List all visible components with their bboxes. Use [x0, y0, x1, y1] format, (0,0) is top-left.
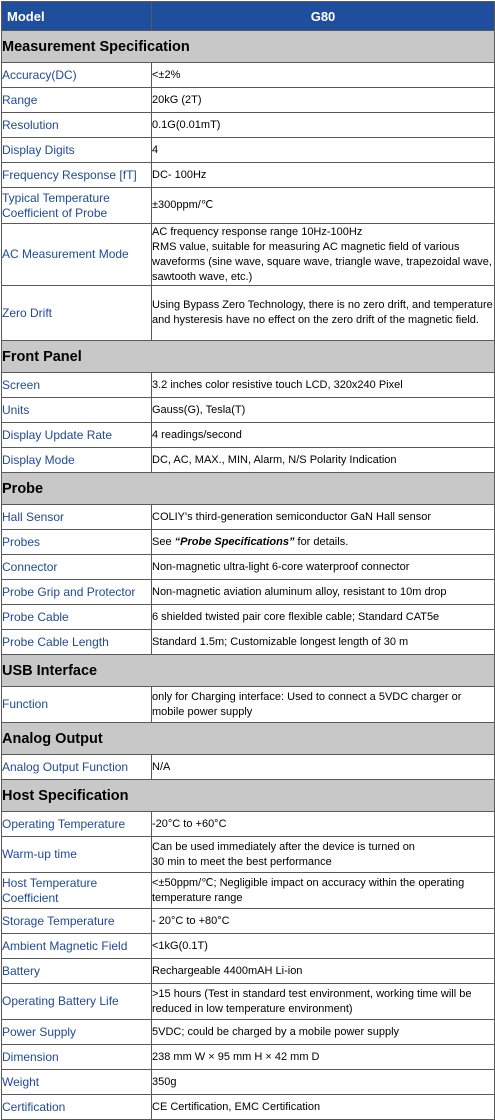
- row-value: DC- 100Hz: [152, 163, 495, 188]
- row-value: [152, 530, 495, 555]
- row-label: Host Temperature Coefficient: [2, 873, 152, 909]
- row-label: Weight: [2, 1070, 152, 1095]
- table-row: [2, 1070, 495, 1095]
- table-row: [2, 373, 495, 398]
- row-value: Using Bypass Zero Technology, there is no zero drift, and temperature and hysteresis have no effect on the zero drift of the magnetic field.: [152, 286, 495, 341]
- section-measurement: [2, 31, 495, 63]
- table-row: [2, 530, 495, 555]
- row-label: Probes: [2, 530, 152, 555]
- table-header: [2, 2, 495, 31]
- table-row: [2, 1045, 495, 1070]
- row-value: Can be used immediately after the device is turned on 30 min to meet the best performance: [152, 837, 495, 873]
- table-row: [2, 687, 495, 723]
- row-label: Screen: [2, 373, 152, 398]
- row-value: -20°C to +60°C: [152, 812, 495, 837]
- row-label: Accuracy(DC): [2, 63, 152, 88]
- table-row: [2, 909, 495, 934]
- row-value: COLIY's third-generation semiconductor GaN Hall sensor: [152, 505, 495, 530]
- row-value: Standard 1.5m; Customizable longest length of 30 m: [152, 630, 495, 655]
- section-probe: [2, 473, 495, 505]
- section-title: Host Specification: [2, 780, 495, 812]
- row-value: Non-magnetic aviation aluminum alloy, resistant to 10m drop: [152, 580, 495, 605]
- table-row: [2, 605, 495, 630]
- row-value: Rechargeable 4400mAH Li-ion: [152, 959, 495, 984]
- table-row: [2, 163, 495, 188]
- row-value: 0.1G(0.01mT): [152, 113, 495, 138]
- row-label: AC Measurement Mode: [2, 224, 152, 286]
- row-label: Storage Temperature: [2, 909, 152, 934]
- row-value: <±50ppm/℃; Negligible impact on accuracy within the operating temperature range: [152, 873, 495, 909]
- row-label: Range: [2, 88, 152, 113]
- table-row: [2, 448, 495, 473]
- row-label: Warm-up time: [2, 837, 152, 873]
- row-label: Display Mode: [2, 448, 152, 473]
- section-usb: [2, 655, 495, 687]
- row-value: AC frequency response range 10Hz-100Hz RMS value, suitable for measuring AC magnetic field of various waveforms (sine wave, square wave, triangle wave, trapezoidal wave, sawtooth wave, etc.): [152, 224, 495, 286]
- row-value: >15 hours (Test in standard test environment, working time will be reduced in low temperature environment): [152, 984, 495, 1020]
- table-row: [2, 224, 495, 286]
- row-label: Analog Output Function: [2, 755, 152, 780]
- row-value: DC, AC, MAX., MIN, Alarm, N/S Polarity Indication: [152, 448, 495, 473]
- table-row: [2, 555, 495, 580]
- table-row: [2, 934, 495, 959]
- row-label: Function: [2, 687, 152, 723]
- table-row: [2, 63, 495, 88]
- section-title: Front Panel: [2, 341, 495, 373]
- section-analog: [2, 723, 495, 755]
- probes-prefix: See: [152, 535, 175, 548]
- row-value: 4: [152, 138, 495, 163]
- row-label: Display Digits: [2, 138, 152, 163]
- row-label: Connector: [2, 555, 152, 580]
- row-label: Ambient Magnetic Field: [2, 934, 152, 959]
- section-title: USB Interface: [2, 655, 495, 687]
- row-value: <±2%: [152, 63, 495, 88]
- spec-table: [1, 1, 495, 1120]
- model-label: Model: [2, 2, 152, 31]
- row-label: Dimension: [2, 1045, 152, 1070]
- row-value: 5VDC; could be charged by a mobile power supply: [152, 1020, 495, 1045]
- table-row: [2, 88, 495, 113]
- row-value: - 20°C to +80°C: [152, 909, 495, 934]
- table-row: [2, 812, 495, 837]
- section-front-panel: [2, 341, 495, 373]
- table-row: [2, 188, 495, 224]
- table-row: [2, 398, 495, 423]
- section-title: Probe: [2, 473, 495, 505]
- probes-suffix: for details.: [294, 535, 349, 548]
- row-value: Non-magnetic ultra-light 6-core waterproof connector: [152, 555, 495, 580]
- table-row: [2, 873, 495, 909]
- row-value: ±300ppm/℃: [152, 188, 495, 224]
- probe-specifications-link-text: “Probe Specifications”: [174, 535, 295, 548]
- row-label: Frequency Response [fT]: [2, 163, 152, 188]
- table-row: [2, 837, 495, 873]
- table-row: [2, 984, 495, 1020]
- row-label: Operating Battery Life: [2, 984, 152, 1020]
- row-label: Power Supply: [2, 1020, 152, 1045]
- row-value: <1kG(0.1T): [152, 934, 495, 959]
- table-row: [2, 580, 495, 605]
- table-row: [2, 755, 495, 780]
- section-host: [2, 780, 495, 812]
- row-label: Probe Grip and Protector: [2, 580, 152, 605]
- row-value: only for Charging interface: Used to connect a 5VDC charger or mobile power supply: [152, 687, 495, 723]
- table-row: [2, 1095, 495, 1120]
- row-value: N/A: [152, 755, 495, 780]
- row-value: Gauss(G), Tesla(T): [152, 398, 495, 423]
- row-value: 238 mm W × 95 mm H × 42 mm D: [152, 1045, 495, 1070]
- row-label: Display Update Rate: [2, 423, 152, 448]
- table-row: [2, 959, 495, 984]
- row-label: Units: [2, 398, 152, 423]
- row-label: Probe Cable: [2, 605, 152, 630]
- table-row: [2, 138, 495, 163]
- row-label: Battery: [2, 959, 152, 984]
- table-row: [2, 113, 495, 138]
- row-value: 350g: [152, 1070, 495, 1095]
- row-value: CE Certification, EMC Certification: [152, 1095, 495, 1120]
- row-value: 6 shielded twisted pair core flexible cable; Standard CAT5e: [152, 605, 495, 630]
- section-title: Analog Output: [2, 723, 495, 755]
- row-label: Zero Drift: [2, 286, 152, 341]
- row-value: 20kG (2T): [152, 88, 495, 113]
- row-label: Typical Temperature Coefficient of Probe: [2, 188, 152, 224]
- model-value: G80: [152, 2, 495, 31]
- row-label: Operating Temperature: [2, 812, 152, 837]
- section-title: Measurement Specification: [2, 31, 495, 63]
- row-value: 4 readings/second: [152, 423, 495, 448]
- table-row: [2, 1020, 495, 1045]
- table-row: [2, 505, 495, 530]
- row-label: Hall Sensor: [2, 505, 152, 530]
- row-value: 3.2 inches color resistive touch LCD, 320x240 Pixel: [152, 373, 495, 398]
- table-row: [2, 286, 495, 341]
- row-label: Probe Cable Length: [2, 630, 152, 655]
- table-row: [2, 630, 495, 655]
- row-label: Certification: [2, 1095, 152, 1120]
- table-row: [2, 423, 495, 448]
- row-label: Resolution: [2, 113, 152, 138]
